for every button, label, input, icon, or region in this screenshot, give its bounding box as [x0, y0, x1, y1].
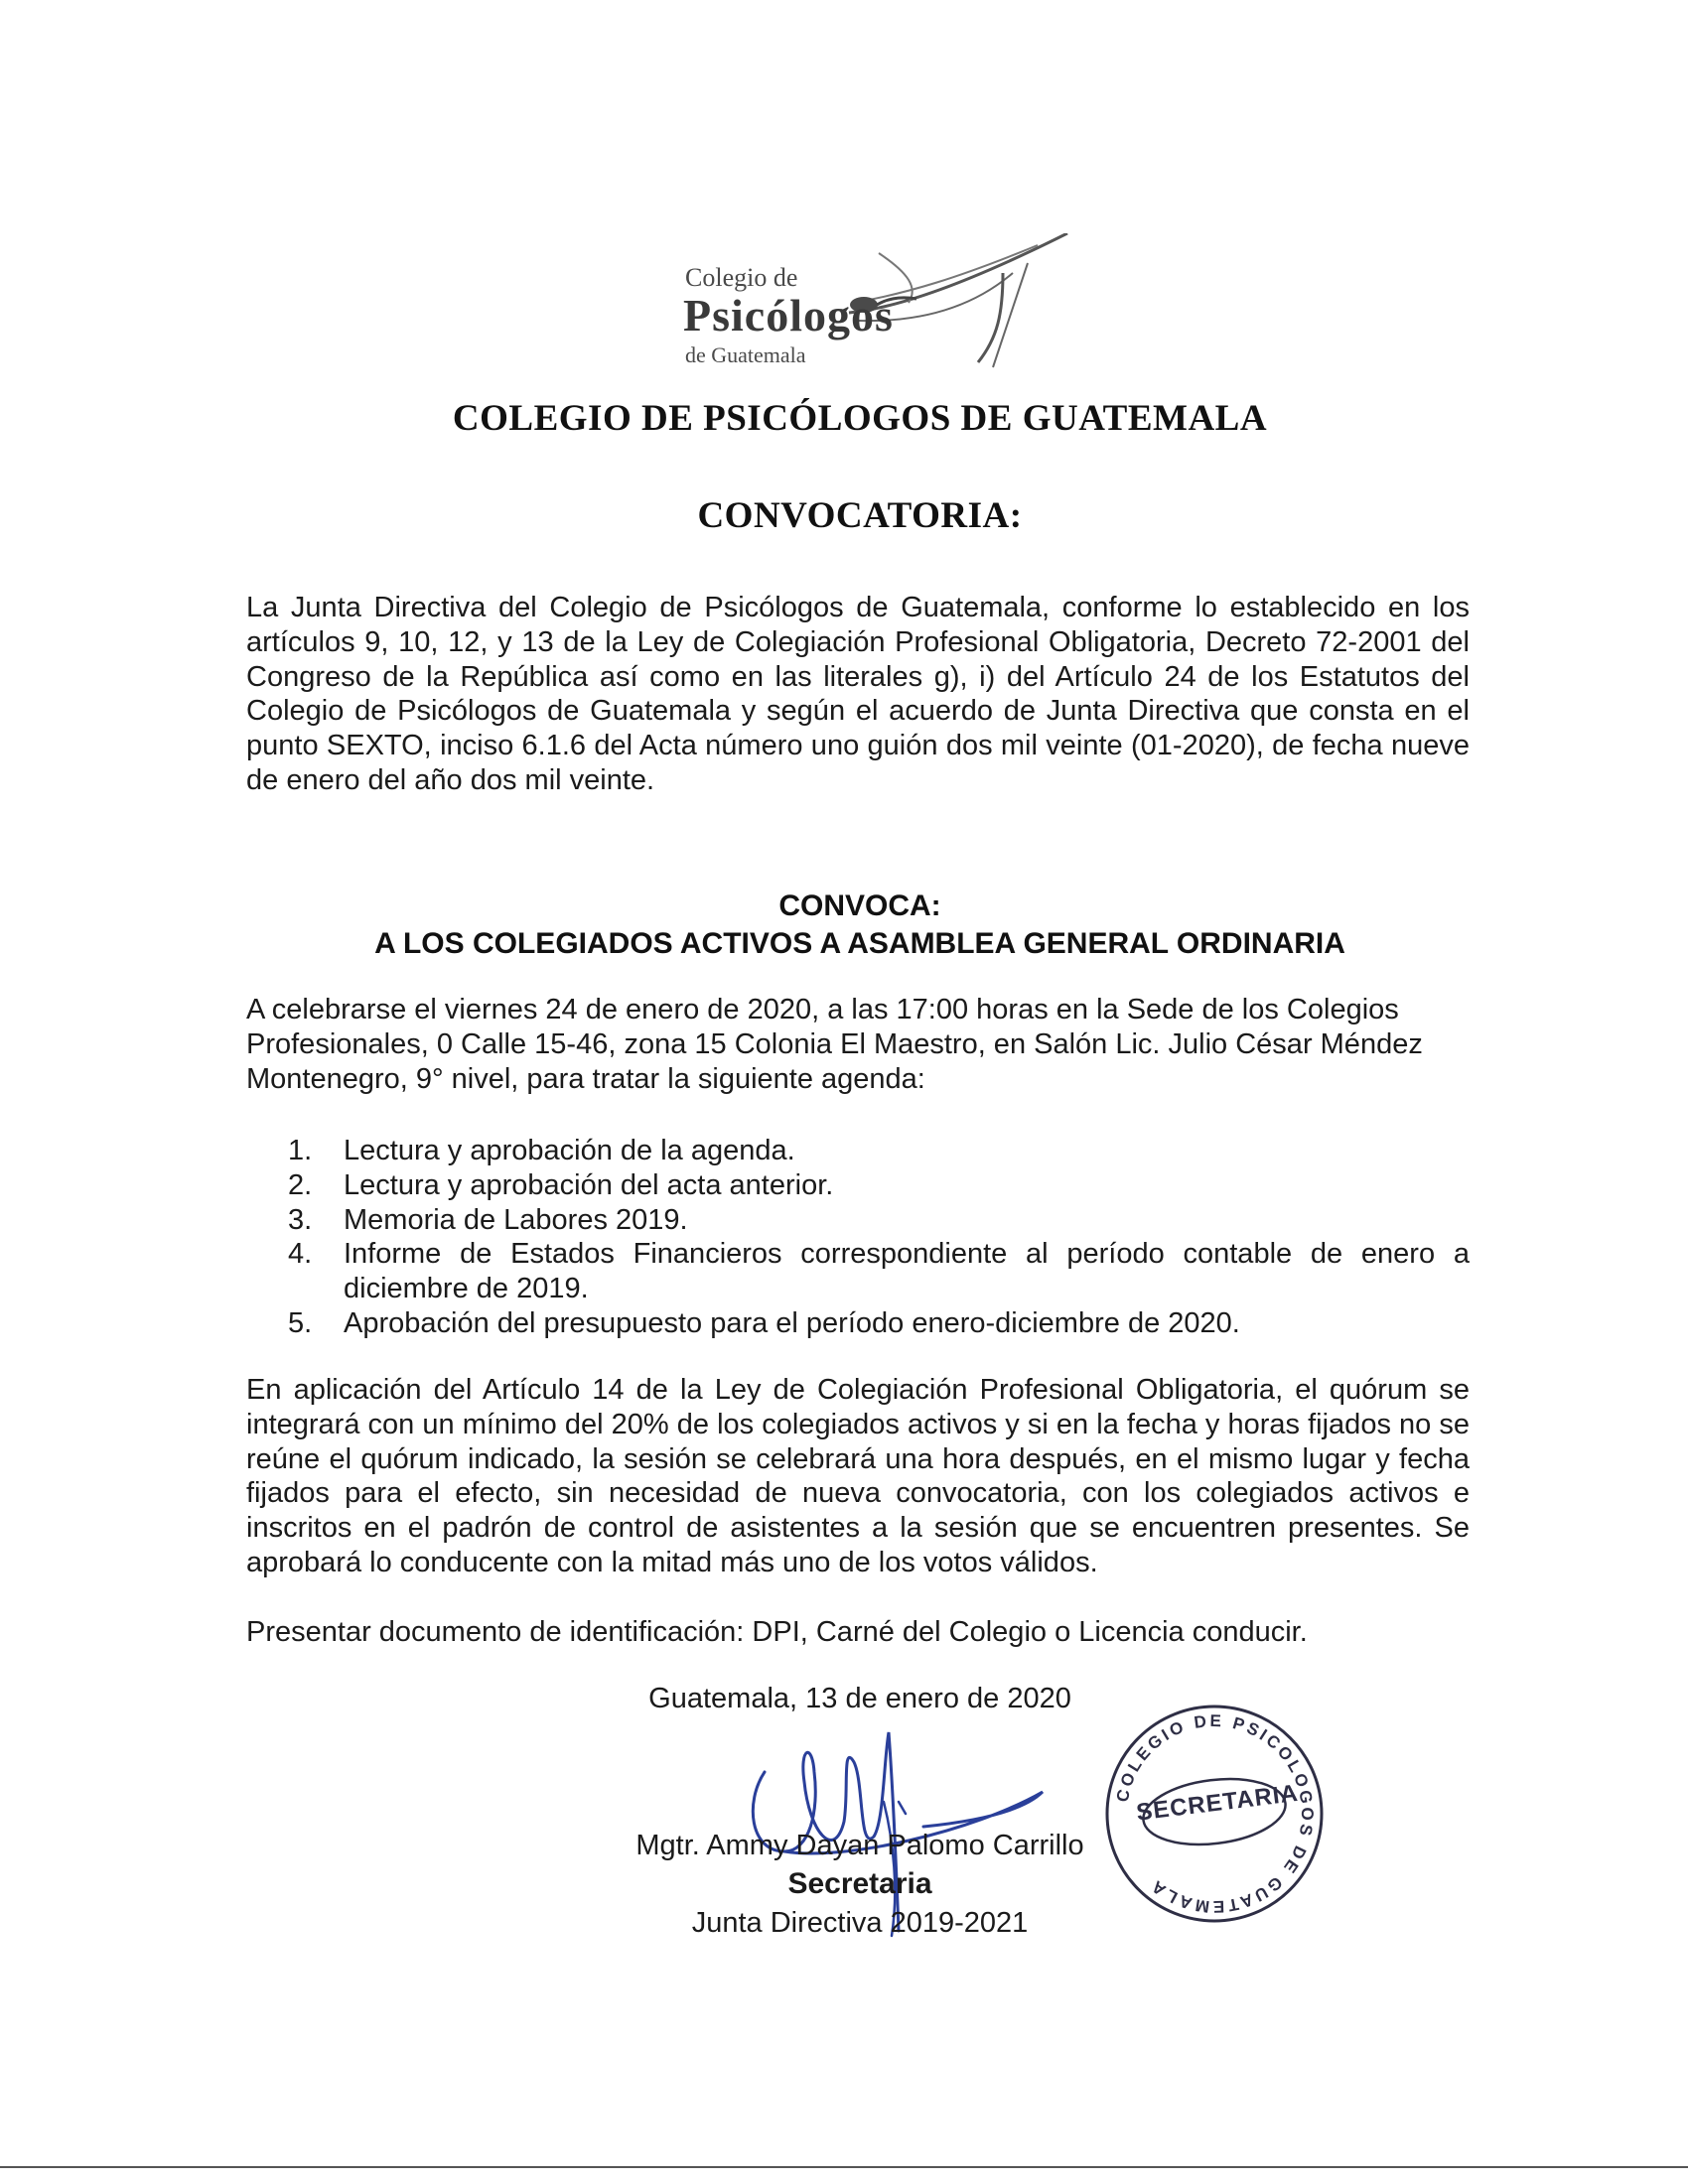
handwritten-signature: [725, 1703, 1082, 1941]
agenda-item: [288, 1203, 1470, 1238]
logo-line-2: Psicólogos: [683, 290, 894, 341]
organization-logo: [670, 233, 1087, 372]
agenda-item-number: 1.: [288, 1135, 313, 1166]
agenda-list: [288, 1134, 1470, 1341]
organization-title: COLEGIO DE PSICÓLOGOS DE GUATEMALA: [452, 398, 1268, 439]
agenda-item-text: Informe de Estados Financieros correspondiente al período contable de enero a diciembre de 2019.: [344, 1238, 1470, 1305]
logo-line-3: de Guatemala: [685, 342, 806, 367]
signer-role: Secretaria: [787, 1867, 932, 1900]
agenda-item-number: 5.: [288, 1306, 313, 1339]
signer-board: Junta Directiva 2019-2021: [691, 1907, 1029, 1939]
agenda-item: [288, 1306, 1470, 1341]
stamp-ring-text: COLEGIO DE PSICOLOGOS DE GUATEMALA: [1112, 1710, 1318, 1917]
quorum-paragraph: En aplicación del Artículo 14 de la Ley de Colegiación Profesional Obligatoria, el quórum se integrará con un mínimo del 20% de los colegiados activos y si en la fecha y horas fijados no se reúne el quórum indicado, la sesión se celebrará una hora después, en el mismo lugar y fecha fijados para el efecto, sin necesidad de nueva convocatoria, con los colegiados activos e inscritos en el padrón de control de asistentes a la sesión que se encuentren presentes. Se aprobará lo conducente con la mitad más uno de los votos válidos.: [246, 1374, 1470, 1578]
agenda-item-text: Lectura y aprobación del acta anterior.: [344, 1168, 834, 1201]
agenda-item-text: Memoria de Labores 2019.: [344, 1203, 688, 1236]
agenda-item: [288, 1237, 1470, 1306]
agenda-item: [288, 1134, 1470, 1168]
agenda-item-number: 3.: [288, 1203, 313, 1236]
stamp-center-text: SECRETARIA: [1134, 1779, 1301, 1827]
bottom-rule: [0, 2166, 1688, 2168]
signer-name: Mgtr. Ammy Dayan Palomo Carrillo: [635, 1830, 1084, 1861]
convoca-heading: CONVOCA:: [778, 889, 941, 922]
agenda-item: [288, 1168, 1470, 1203]
agenda-item-text: Aprobación del presupuesto para el período enero-diciembre de 2020.: [344, 1306, 1240, 1339]
logo-line-1: Colegio de: [685, 263, 798, 292]
identification-paragraph: Presentar documento de identificación: DPI, Carné del Colegio o Licencia conducir.: [246, 1616, 1308, 1648]
document-title: CONVOCATORIA:: [697, 495, 1023, 536]
convoca-subheading: A LOS COLEGIADOS ACTIVOS A ASAMBLEA GENERAL ORDINARIA: [374, 927, 1345, 960]
intro-paragraph: La Junta Directiva del Colegio de Psicólogos de Guatemala, conforme lo establecido en los artículos 9, 10, 12, y 13 de la Ley de Colegiación Profesional Obligatoria, Decreto 72-2001 del Congreso de la República así como en las literales g), i) del Artículo 24 de los Estatutos del Colegio de Psicólogos de Guatemala y según el acuerdo de Junta Directiva que consta en el punto SEXTO, inciso 6.1.6 del Acta número uno guión dos mil veinte (01-2020), de fecha nueve de enero del año dos mil veinte.: [246, 592, 1470, 796]
agenda-item-number: 4.: [288, 1238, 313, 1271]
place-and-date: Guatemala, 13 de enero de 2020: [648, 1683, 1071, 1714]
agenda-item-number: 2.: [288, 1168, 313, 1201]
meeting-paragraph: A celebrarse el viernes 24 de enero de 2020, a las 17:00 horas en la Sede de los Colegios Profesionales, 0 Calle 15-46, zona 15 Colonia El Maestro, en Salón Lic. Julio César Méndez Montenegro, 9° nivel, para tratar la siguiente agenda:: [246, 994, 1423, 1095]
agenda-item-text: Lectura y aprobación de la agenda.: [344, 1135, 795, 1166]
